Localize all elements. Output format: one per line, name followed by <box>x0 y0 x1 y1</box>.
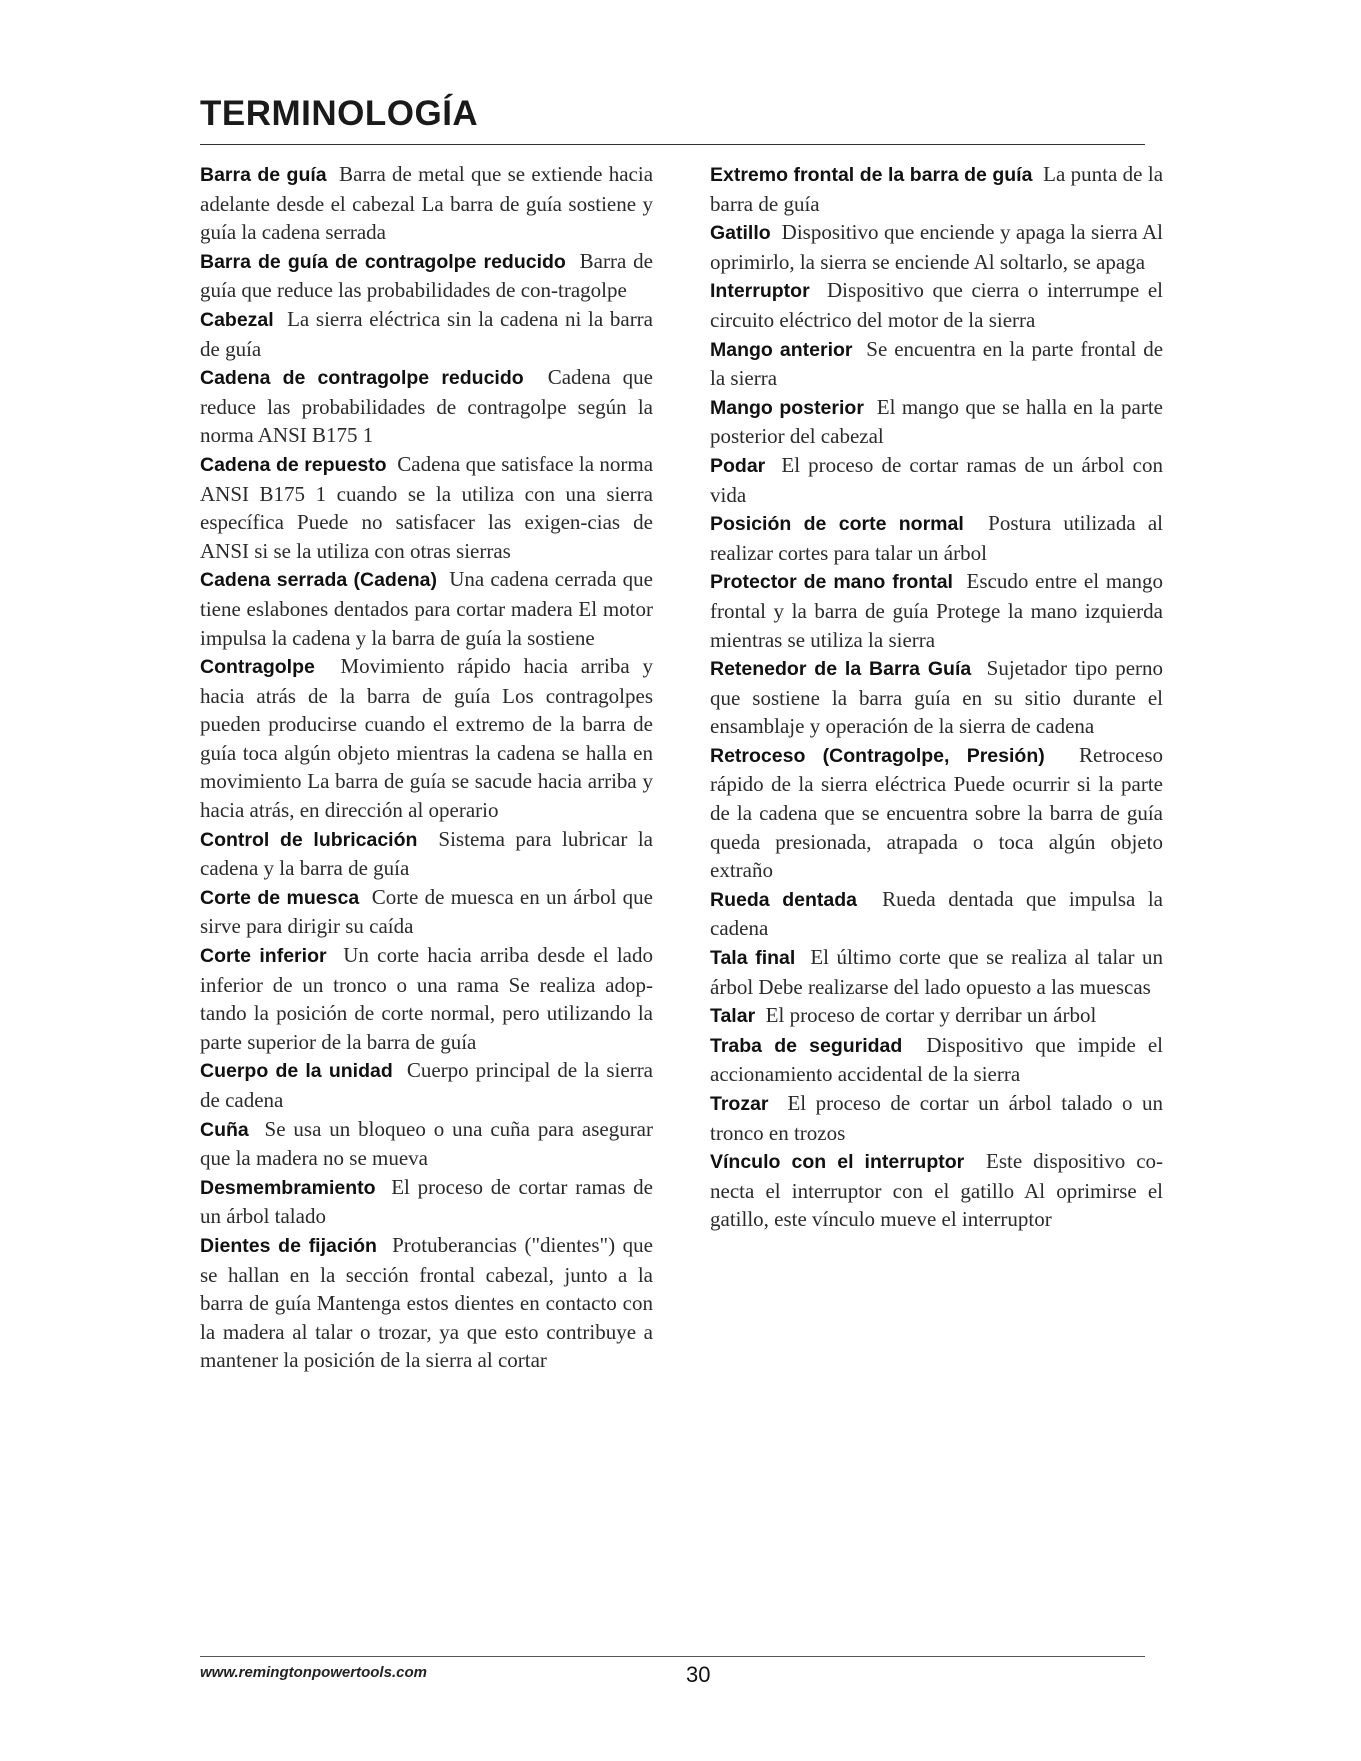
glossary-definition: Retroceso rápido de la sierra eléctrica Puede ocurrir si la parte de la cadena que se encuentra sobre la barra de guía queda presionada, atrapada o toca algún objeto extraño <box>710 742 1164 883</box>
title-divider <box>200 144 1145 145</box>
glossary-entry <box>710 218 1163 276</box>
glossary-definition: Este dispositivo co-necta el interruptor con el gatillo Al oprimirse el gatillo, este vínculo mueve el interruptor <box>710 1149 1164 1232</box>
glossary-definition: Cadena que satisface la norma ANSI B175 1 cuando se la utiliza con una sierra específica Puede no satisfacer las exigen-cias de ANSI si se la utiliza con otras sierras <box>200 451 654 563</box>
glossary-entry <box>710 276 1163 334</box>
glossary-entry <box>710 393 1163 451</box>
glossary-entry <box>710 885 1163 943</box>
glossary-term: Cadena serrada (Cadena) <box>200 569 437 592</box>
glossary-term: Control de lubricación <box>200 828 418 851</box>
glossary-definition: El proceso de cortar y derribar un árbol <box>765 1003 1097 1028</box>
glossary-entry <box>200 363 653 450</box>
glossary-term: Cadena de contragolpe reducido <box>200 367 524 390</box>
glossary-term: Posición de corte normal <box>710 513 964 536</box>
glossary-definition: Corte de muesca en un árbol que sirve para dirigir su caída <box>200 884 653 939</box>
page-title: TERMINOLOGÍA <box>200 94 479 133</box>
glossary-definition: El proceso de cortar ramas de un árbol talado <box>200 1174 654 1229</box>
glossary-definition: El proceso de cortar ramas de un árbol con vida <box>710 452 1163 507</box>
glossary-term: Rueda dentada <box>710 888 858 911</box>
glossary-entry <box>200 883 653 941</box>
glossary-definition: El proceso de cortar un árbol talado o un tronco en trozos <box>710 1091 1163 1145</box>
glossary-term: Interruptor <box>710 280 810 303</box>
glossary-entry <box>200 305 653 363</box>
glossary-entry <box>710 1001 1163 1031</box>
glossary-definition: La sierra eléctrica sin la cadena ni la barra de guía <box>200 306 653 361</box>
glossary-term: Extremo frontal de la barra de guía <box>710 164 1033 186</box>
glossary-definition: Sujetador tipo perno que sostiene la barra guía en su sitio durante el ensamblaje y operación de la sierra de cadena <box>710 656 1164 739</box>
glossary-term: Trozar <box>710 1093 769 1115</box>
glossary-definition: Barra de metal que se extiende hacia adelante desde el cabezal La barra de guía sostiene y guía la cadena serrada <box>200 162 654 245</box>
glossary-entry <box>200 1231 653 1375</box>
glossary-definition: Movimiento rápido hacia arriba y hacia atrás de la barra de guía Los contragolpes pueden producirse cuando el extremo de la barra de guía toca algún objeto mientras la cadena se halla en movimiento La barra de guía se sacude hacia arriba y hacia atrás, en dirección al operario <box>200 654 653 823</box>
glossary-term: Mango anterior <box>710 338 853 361</box>
glossary-entry <box>710 335 1163 393</box>
glossary-entry <box>710 567 1163 654</box>
footer-divider <box>200 1656 1145 1657</box>
glossary-term: Contragolpe <box>200 656 315 679</box>
glossary-entry <box>710 1089 1163 1147</box>
glossary-entry <box>200 450 653 565</box>
glossary-term: Cuña <box>200 1118 249 1141</box>
glossary-definition: Protuberancias ("dientes") que se hallan en la sección frontal cabezal, junto a la barra de guía Mantenga estos dientes en contacto con la madera al talar o trozar, ya que esto contribuye a mantener la posición de la sierra al cortar <box>200 1232 653 1373</box>
glossary-entry <box>200 1173 653 1231</box>
glossary-definition: El último corte que se realiza al talar un árbol Debe realizarse del lado opuesto a las muescas <box>710 945 1164 999</box>
glossary-term: Podar <box>710 454 766 477</box>
glossary-entry <box>200 1056 653 1114</box>
glossary-term: Corte de muesca <box>200 886 360 909</box>
glossary-column-left <box>200 160 653 1375</box>
glossary-entry <box>200 160 653 247</box>
glossary-entry <box>200 825 653 883</box>
glossary-entry <box>200 1115 653 1173</box>
glossary-term: Tala final <box>710 947 796 970</box>
glossary-term: Dientes de fijación <box>200 1234 377 1257</box>
glossary-definition: Escudo entre el mango frontal y la barra de guía Protege la mano izquierda mientras se utiliza la sierra <box>710 569 1163 652</box>
glossary-term: Cabezal <box>200 308 274 331</box>
glossary-definition: El mango que se halla en la parte posterior del cabezal <box>710 394 1164 449</box>
glossary-term: Barra de guía <box>200 164 327 186</box>
glossary-definition: Sistema para lubricar la cadena y la barra de guía <box>200 826 653 881</box>
glossary-definition: Dispositivo que cierra o interrumpe el circuito eléctrico del motor de la sierra <box>710 278 1163 332</box>
glossary-term: Desmembramiento <box>200 1176 376 1199</box>
glossary-definition: Cuerpo principal de la sierra de cadena <box>200 1058 654 1112</box>
glossary-term: Protector de mano frontal <box>710 571 953 594</box>
glossary-entry <box>710 1147 1163 1234</box>
glossary-entry <box>200 652 653 825</box>
glossary-entry <box>710 451 1163 509</box>
glossary-entry <box>200 941 653 1056</box>
glossary-term: Gatillo <box>710 222 771 245</box>
glossary-entry <box>710 509 1163 567</box>
glossary-entry <box>710 160 1163 218</box>
glossary-definition: Barra de guía que reduce las probabilidades de con-tragolpe <box>200 248 653 303</box>
glossary-definition: Postura utilizada al realizar cortes para talar un árbol <box>710 511 1163 565</box>
glossary-entry <box>200 247 653 305</box>
glossary-column-right <box>710 160 1163 1234</box>
glossary-definition: La punta de la barra de guía <box>710 162 1164 216</box>
glossary-definition: Un corte hacia arriba desde el lado inferior de un tronco o una rama Se realiza adop-tando la posición de corte normal, pero utilizando la parte superior de la barra de guía <box>200 943 654 1054</box>
glossary-entry <box>200 565 653 652</box>
glossary-term: Mango posterior <box>710 396 864 419</box>
footer-url: www.remingtonpowertools.com <box>200 1664 427 1681</box>
glossary-definition: Cadena que reduce las probabilidades de contragolpe según la norma ANSI B175 1 <box>200 365 654 448</box>
glossary-term: Retroceso (Contragolpe, Presión) <box>710 744 1045 767</box>
glossary-term: Corte inferior <box>200 945 327 968</box>
page-number: 30 <box>686 1662 711 1687</box>
glossary-term: Cuerpo de la unidad <box>200 1060 393 1083</box>
glossary-term: Retenedor de la Barra Guía <box>710 658 972 681</box>
glossary-definition: Se usa un bloqueo o una cuña para asegurar que la madera no se mueva <box>200 1116 653 1171</box>
glossary-definition: Dispositivo que impide el accionamiento accidental de la sierra <box>710 1032 1164 1087</box>
glossary-term: Barra de guía de contragolpe reducido <box>200 250 566 273</box>
glossary-definition: Dispositivo que enciende y apaga la sierra Al oprimirlo, la sierra se enciende Al soltarlo, se apaga <box>710 220 1164 274</box>
glossary-term: Talar <box>710 1005 756 1028</box>
glossary-definition: Rueda dentada que impulsa la cadena <box>710 886 1164 941</box>
glossary-entry <box>710 741 1163 885</box>
glossary-entry <box>710 654 1163 741</box>
glossary-term: Cadena de repuesto <box>200 453 387 476</box>
glossary-definition: Se encuentra en la parte frontal de la sierra <box>710 336 1164 391</box>
glossary-term: Traba de seguridad <box>710 1034 903 1057</box>
glossary-definition: Una cadena cerrada que tiene eslabones dentados para cortar madera El motor impulsa la cadena y la barra de guía la sostiene <box>200 567 654 650</box>
glossary-entry <box>710 943 1163 1001</box>
glossary-term: Vínculo con el interruptor <box>710 1151 965 1174</box>
glossary-entry <box>710 1031 1163 1089</box>
